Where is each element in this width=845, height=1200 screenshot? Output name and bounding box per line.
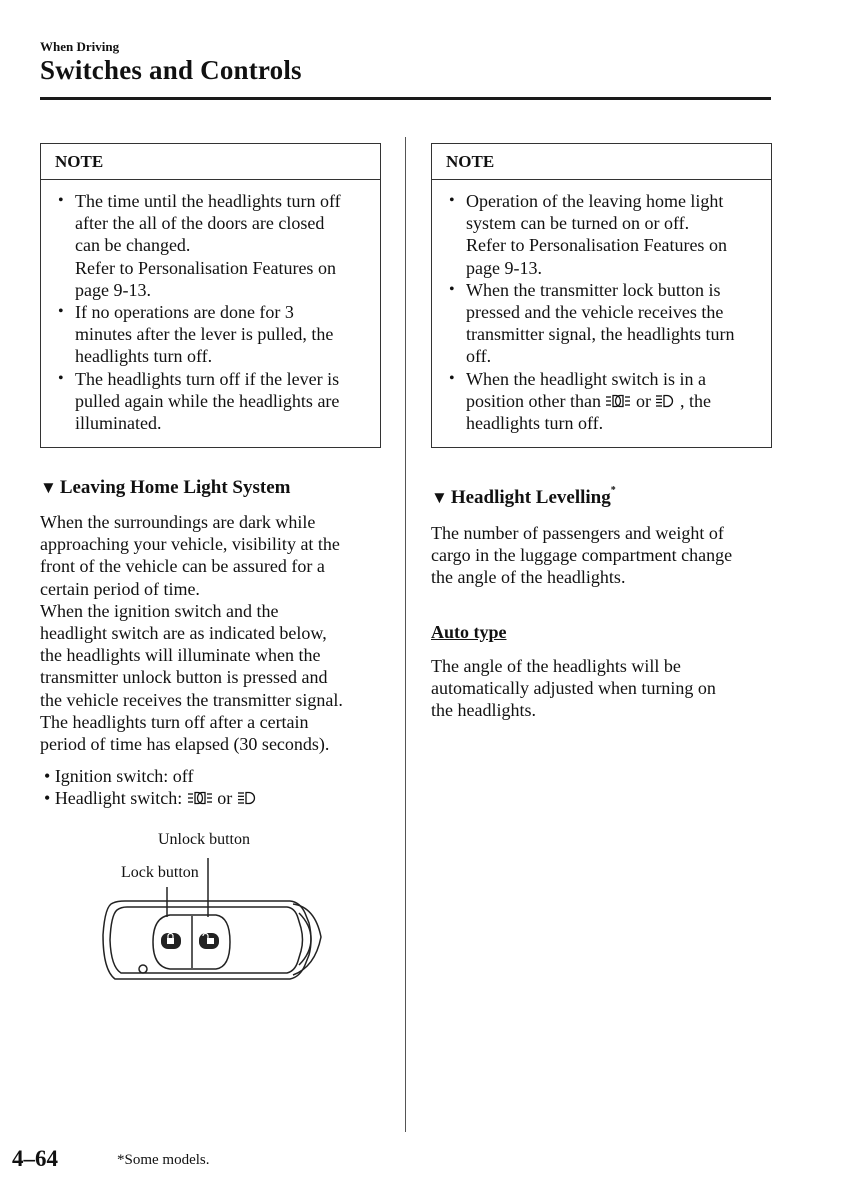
triangle-marker-icon: ▼ [40,478,57,497]
bullet-icon: • [449,369,455,387]
note-heading: NOTE [41,144,380,180]
lock-button-label: Lock button [121,864,199,881]
section-label: When Driving [40,39,120,54]
bullet-icon: • [44,766,55,786]
note-heading: NOTE [432,144,771,180]
note-item: • Operation of the leaving home light system can be turned on or off. Refer to Personalisation Features on page 9-13. [449,191,727,278]
note-item: • If no operations are done for 3 minutes after the lever is pulled, the headlights turn off. [58,302,334,367]
bullet-icon: • [449,192,455,209]
page-title: Switches and Controls [40,55,302,85]
ignition-list-item: • Ignition switch: off [44,766,194,786]
bullet-icon: • [58,192,64,209]
bullet-icon: • [449,280,455,298]
some-models-marker: * [610,485,616,496]
column-divider [405,137,406,1132]
levelling-heading: ▼ Headlight Levelling* [431,485,616,508]
page-number: 4–64 [12,1146,58,1171]
bullet-icon: • [58,369,64,387]
right-note-box [431,143,772,448]
levelling-paragraph: The number of passengers and weight of cargo in the luggage compartment change the angle of the headlights. [431,523,733,588]
note-item: • The time until the headlights turn off after the all of the doors are closed can be changed. Refer to Personalisation Features on page 9-13. [58,191,341,300]
footnote: *Some models. [117,1152,210,1168]
title-rule [40,97,771,100]
leaving-home-paragraph: When the surroundings are dark while approaching your vehicle, visibility at the front of the vehicle can be assured for a certain period of time. When the ignition switch and the headlight switch are as indicated below, the headlights will illuminate when the transmitter unlock button is pressed and the vehicle receives the transmitter signal. The headlights turn off after a certain period of time has elapsed (30 seconds). [40,512,343,755]
parking-light-icon [605,393,631,409]
parking-light-icon [187,790,213,806]
lock-icon [161,933,181,949]
headlight-list-item: • Headlight switch: or [44,787,257,809]
unlock-icon [199,933,219,949]
headlight-icon [237,790,257,806]
note-item: • The headlights turn off if the lever is pulled again while the headlights are illuminated. [58,368,340,434]
headlight-icon [655,393,675,409]
left-note-box [40,143,381,448]
bullet-icon: • [44,788,55,808]
leaving-home-heading: ▼ Leaving Home Light System [40,477,291,498]
note-item: • When the headlight switch is in a position other than or , the headlights turn off. [449,368,711,434]
key-fob-illustration [95,855,330,995]
unlock-button-label: Unlock button [158,831,250,848]
note-body [432,180,771,434]
note-item: • When the transmitter lock button is pressed and the vehicle receives the transmitter signal, the headlights turn off. [449,279,735,367]
note-body [41,180,380,434]
triangle-marker-icon: ▼ [431,488,448,507]
bullet-icon: • [58,303,64,321]
auto-type-paragraph: The angle of the headlights will be automatically adjusted when turning on the headlights. [431,656,716,721]
auto-type-heading: Auto type [431,622,507,642]
